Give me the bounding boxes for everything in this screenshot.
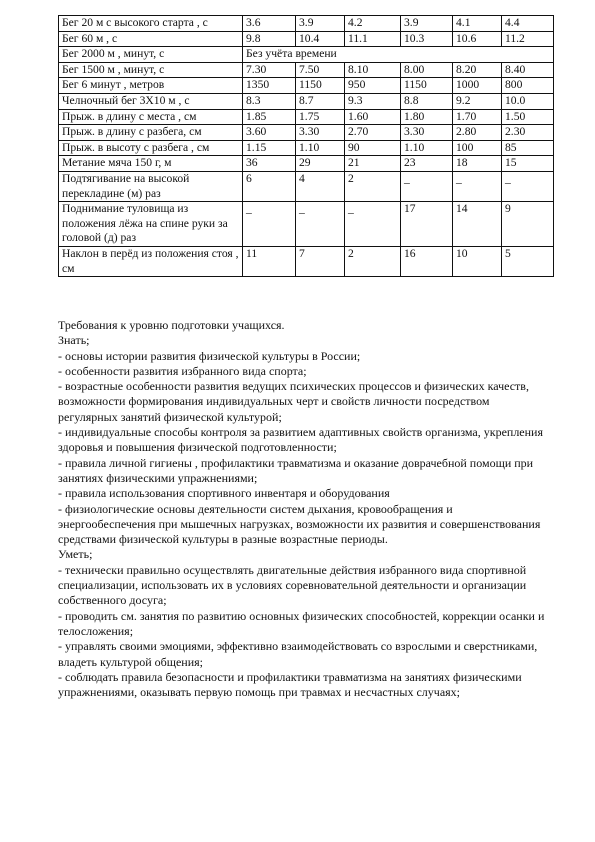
value-cell: 23: [401, 156, 453, 172]
value-cell: _: [345, 202, 401, 247]
standards-table-body: [59, 16, 554, 277]
table-row: [59, 125, 554, 141]
value-cell: 11: [243, 246, 296, 276]
value-cell: 3.30: [296, 125, 345, 141]
table-row: [59, 202, 554, 247]
value-cell: 8.00: [401, 62, 453, 78]
requirement-item: - физиологические основы деятельности систем дыхания, кровообращения и энергообеспечения при мышечных нагрузках, возможности их развития и совершенствования средствами физической культуры в разные возрастные периоды.: [58, 501, 541, 547]
table-row: [59, 93, 554, 109]
value-cell: 6: [243, 171, 296, 201]
value-cell: 1000: [453, 78, 502, 94]
requirement-item: Уметь;: [58, 547, 93, 562]
requirement-item: - основы истории развития физической культуры в России;: [58, 348, 361, 363]
value-cell: 5: [502, 246, 554, 276]
value-cell: 2.70: [345, 125, 401, 141]
table-row: [59, 156, 554, 172]
requirement-item: - правила использования спортивного инвентаря и оборудования: [58, 486, 390, 501]
value-cell: _: [243, 202, 296, 247]
know-list: [58, 349, 550, 701]
value-cell: 8.40: [502, 62, 554, 78]
value-cell: 10.6: [453, 31, 502, 47]
exercise-cell: Наклон в перёд из положения стоя , см: [59, 246, 243, 276]
merged-value-cell: Без учёта времени: [243, 47, 554, 63]
value-cell: 4.2: [345, 16, 401, 32]
value-cell: _: [401, 171, 453, 201]
value-cell: 14: [453, 202, 502, 247]
value-cell: 10: [453, 246, 502, 276]
exercise-cell: Челночный бег 3Х10 м , с: [59, 93, 243, 109]
value-cell: 950: [345, 78, 401, 94]
table-row: [59, 47, 554, 63]
value-cell: 2: [345, 246, 401, 276]
value-cell: _: [502, 171, 554, 201]
table-row: [59, 140, 554, 156]
exercise-cell: Бег 6 минут , метров: [59, 78, 243, 94]
value-cell: 90: [345, 140, 401, 156]
value-cell: 8.3: [243, 93, 296, 109]
value-cell: 800: [502, 78, 554, 94]
value-cell: 8.8: [401, 93, 453, 109]
value-cell: _: [296, 202, 345, 247]
requirement-item: - правила личной гигиены , профилактики травматизма и оказание доврачебной помощи при занятиях физическими упражнениями;: [58, 455, 534, 485]
value-cell: 18: [453, 156, 502, 172]
value-cell: 7: [296, 246, 345, 276]
table-row: [59, 171, 554, 201]
requirement-item: - возрастные особенности развития ведущих психических процессов и физических качеств, возможности формирования индивидуальных черт и свойств личности посредством регулярных занятий физической культурой;: [58, 379, 529, 424]
table-row: [59, 16, 554, 32]
value-cell: 36: [243, 156, 296, 172]
value-cell: 2.30: [502, 125, 554, 141]
exercise-cell: Бег 20 м с высокого старта , с: [59, 16, 243, 32]
value-cell: 2: [345, 171, 401, 201]
value-cell: 29: [296, 156, 345, 172]
requirement-item: - соблюдать правила безопасности и профилактики травматизма на занятиях физическими упражнениями, оказывать первую помощь при травмах и несчастных случаях;: [58, 669, 522, 700]
value-cell: 3.9: [401, 16, 453, 32]
exercise-cell: Бег 2000 м , минут, с: [59, 47, 243, 63]
value-cell: 4.1: [453, 16, 502, 32]
value-cell: 3.9: [296, 16, 345, 32]
value-cell: 3.6: [243, 16, 296, 32]
value-cell: 9: [502, 202, 554, 247]
value-cell: 1.10: [296, 140, 345, 156]
value-cell: 9.2: [453, 93, 502, 109]
table-row: [59, 78, 554, 94]
requirements-heading: Требования к уровню подготовки учащихся.: [58, 318, 285, 332]
requirement-item: - проводить см. занятия по развитию основных физических способностей, коррекции осанки и телосложения;: [58, 608, 545, 638]
value-cell: 1.85: [243, 109, 296, 125]
exercise-cell: Прыж. в длину с места , см: [59, 109, 243, 125]
value-cell: 3.60: [243, 125, 296, 141]
exercise-cell: Прыж. в высоту с разбега , см: [59, 140, 243, 156]
exercise-cell: Бег 1500 м , минут, с: [59, 62, 243, 78]
exercise-cell: Бег 60 м , с: [59, 31, 243, 47]
value-cell: 1150: [401, 78, 453, 94]
table-row: [59, 246, 554, 276]
exercise-cell: Прыж. в длину с разбега, см: [59, 125, 243, 141]
value-cell: 1.70: [453, 109, 502, 125]
value-cell: 8.7: [296, 93, 345, 109]
value-cell: 17: [401, 202, 453, 247]
value-cell: 11.1: [345, 31, 401, 47]
value-cell: 1350: [243, 78, 296, 94]
value-cell: 9.8: [243, 31, 296, 47]
requirements-section: [58, 318, 550, 700]
value-cell: 1.75: [296, 109, 345, 125]
value-cell: 3.30: [401, 125, 453, 141]
know-label: Знать;: [58, 333, 90, 348]
table-row: [59, 109, 554, 125]
value-cell: 7.30: [243, 62, 296, 78]
value-cell: 4.4: [502, 16, 554, 32]
requirement-item: - особенности развития избранного вида спорта;: [58, 363, 307, 378]
value-cell: _: [453, 171, 502, 201]
value-cell: 1.15: [243, 140, 296, 156]
exercise-cell: Подтягивание на высокой перекладине (м) раз: [59, 171, 243, 201]
value-cell: 7.50: [296, 62, 345, 78]
value-cell: 8.20: [453, 62, 502, 78]
value-cell: 21: [345, 156, 401, 172]
value-cell: 11.2: [502, 31, 554, 47]
exercise-cell: Метание мяча 150 г, м: [59, 156, 243, 172]
table-row: [59, 31, 554, 47]
value-cell: 1.50: [502, 109, 554, 125]
value-cell: 9.3: [345, 93, 401, 109]
table-row: [59, 62, 554, 78]
exercise-cell: Поднимание туловища из положения лёжа на спине руки за головой (д) раз: [59, 202, 243, 247]
value-cell: 1.10: [401, 140, 453, 156]
requirement-item: - технически правильно осуществлять двигательные действия избранного вида спортивной специализации, использовать их в условиях соревновательной деятельности и организации собственного досуга;: [58, 562, 527, 608]
value-cell: 100: [453, 140, 502, 156]
value-cell: 8.10: [345, 62, 401, 78]
value-cell: 10.4: [296, 31, 345, 47]
value-cell: 16: [401, 246, 453, 276]
value-cell: 1.80: [401, 109, 453, 125]
value-cell: 10.3: [401, 31, 453, 47]
requirement-item: - индивидуальные способы контроля за развитием адаптивных свойств организма, укрепления здоровья и повышения физической подготовленности;: [58, 425, 543, 455]
standards-table: [58, 15, 554, 277]
requirement-item: - управлять своими эмоциями, эффективно взаимодействовать со взрослыми и сверстниками, владеть культурой общения;: [58, 639, 538, 669]
value-cell: 1.60: [345, 109, 401, 125]
value-cell: 10.0: [502, 93, 554, 109]
value-cell: 1150: [296, 78, 345, 94]
value-cell: 15: [502, 156, 554, 172]
value-cell: 2.80: [453, 125, 502, 141]
value-cell: 85: [502, 140, 554, 156]
value-cell: 4: [296, 171, 345, 201]
